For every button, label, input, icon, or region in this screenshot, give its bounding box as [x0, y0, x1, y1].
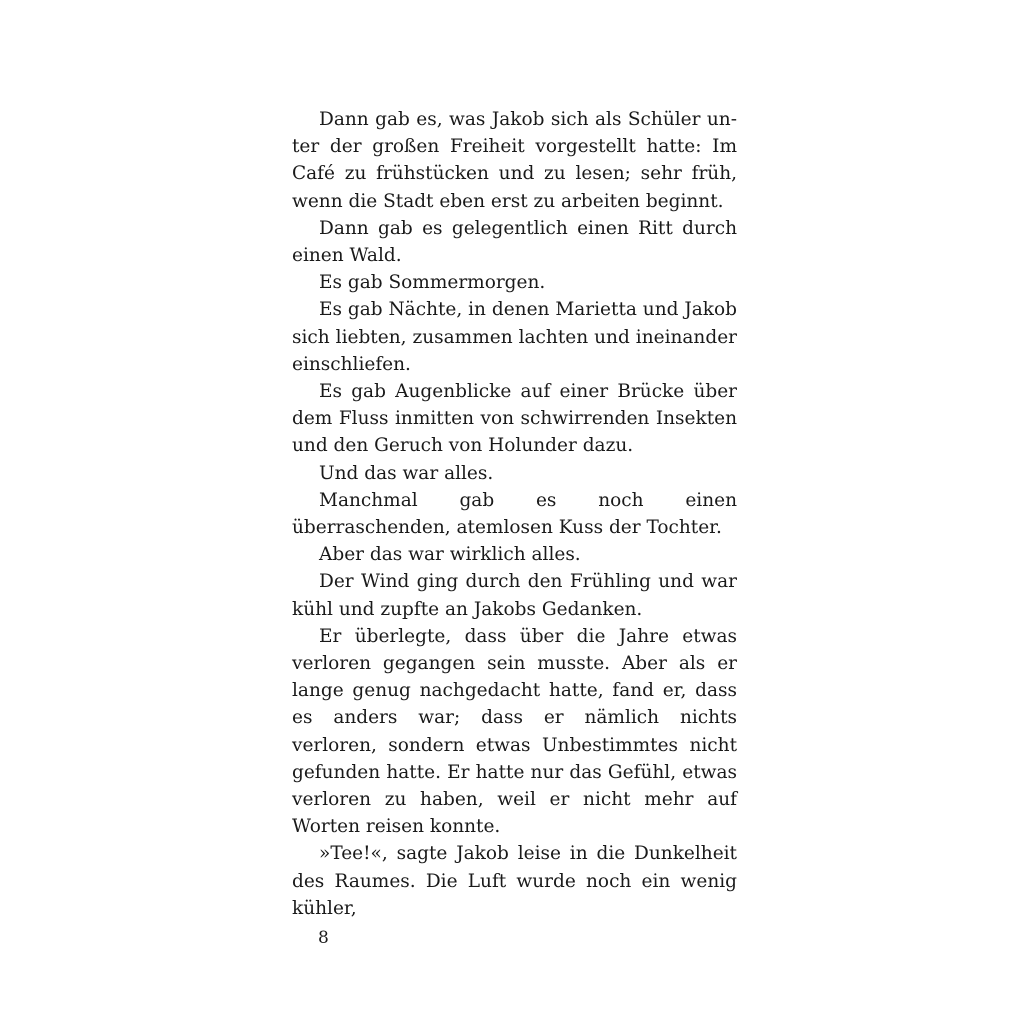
paragraph-7: Manchmal gab es noch einen überraschenden, atemlosen Kuss der Tochter. [292, 489, 737, 539]
paragraph-4: Es gab Nächte, in denen Marietta und Jakob sich liebten, zusammen lachten und ineinander einschliefen. [292, 299, 737, 375]
paragraph-9: Der Wind ging durch den Frühling und war kühl und zupfte an Jakobs Gedanken. [292, 571, 737, 620]
body-text [292, 106, 737, 922]
paragraph-6: Und das war alles. [319, 462, 494, 484]
page-number: 8 [318, 928, 329, 948]
paragraph-11: »Tee!«, sagte Jakob leise in die Dunkelheit des Raumes. Die Luft wurde noch ein wenig kühler, [292, 843, 737, 919]
paragraph-10: Er überlegte, dass über die Jahre etwas verloren gegangen sein musste. Aber als er lange genug nachgedacht hatte, fand er, dass es anders war; dass er nämlich nichts verloren, sondern etwas Unbestimmtes nicht gefunden hatte. Er hatte nur das Gefühl, etwas verloren zu haben, weil er nicht mehr auf Worten reisen konnte. [292, 625, 737, 838]
paragraph-1: Dann gab es, was Jakob sich als Schüler unter der großen Freiheit vorgestellt hatte: Im Café zu frühstücken und zu lesen; sehr früh, wenn die Stadt eben erst zu arbeiten beginnt. [292, 109, 737, 212]
paragraph-5: Es gab Augenblicke auf einer Brücke über dem Fluss inmitten von schwirrenden Insekten und den Geruch von Holunder dazu. [292, 381, 737, 457]
paragraph-8: Aber das war wirklich alles. [319, 544, 581, 566]
paragraph-3: Es gab Sommermorgen. [319, 272, 546, 294]
paragraph-2: Dann gab es gelegentlich einen Ritt durch einen Wald. [292, 217, 737, 267]
